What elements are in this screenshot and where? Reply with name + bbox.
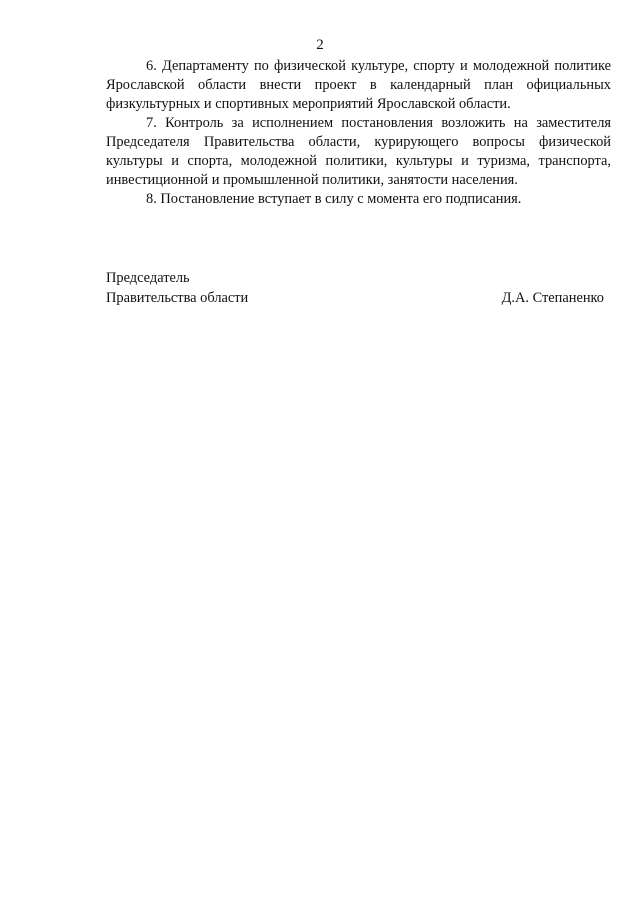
signatory-title-line2: Правительства области: [106, 290, 249, 306]
signature-block: [106, 268, 604, 308]
signatory-title-line1: Председатель: [106, 270, 190, 286]
paragraph-8: 8. Постановление вступает в силу с момента его подписания.: [146, 191, 522, 207]
signatory-name: Д.А. Степаненко: [501, 290, 604, 306]
signature-row: [106, 288, 604, 308]
paragraph-7: 7. Контроль за исполнением постановления возложить на заместителя Председателя Правительства области, курирующего вопросы физической культуры и спорта, молодежной политики, культуры и туризма, транспорта, инвестиционной и промышленной политики, занятости населения.: [106, 115, 611, 188]
page-number: 2: [316, 37, 324, 53]
paragraph-6: 6. Департаменту по физической культуре, спорту и молодежной политике Ярославской области внести проект в календарный план официальных физкультурных и спортивных мероприятий Ярославской области.: [106, 58, 611, 112]
document-body: [106, 57, 611, 209]
